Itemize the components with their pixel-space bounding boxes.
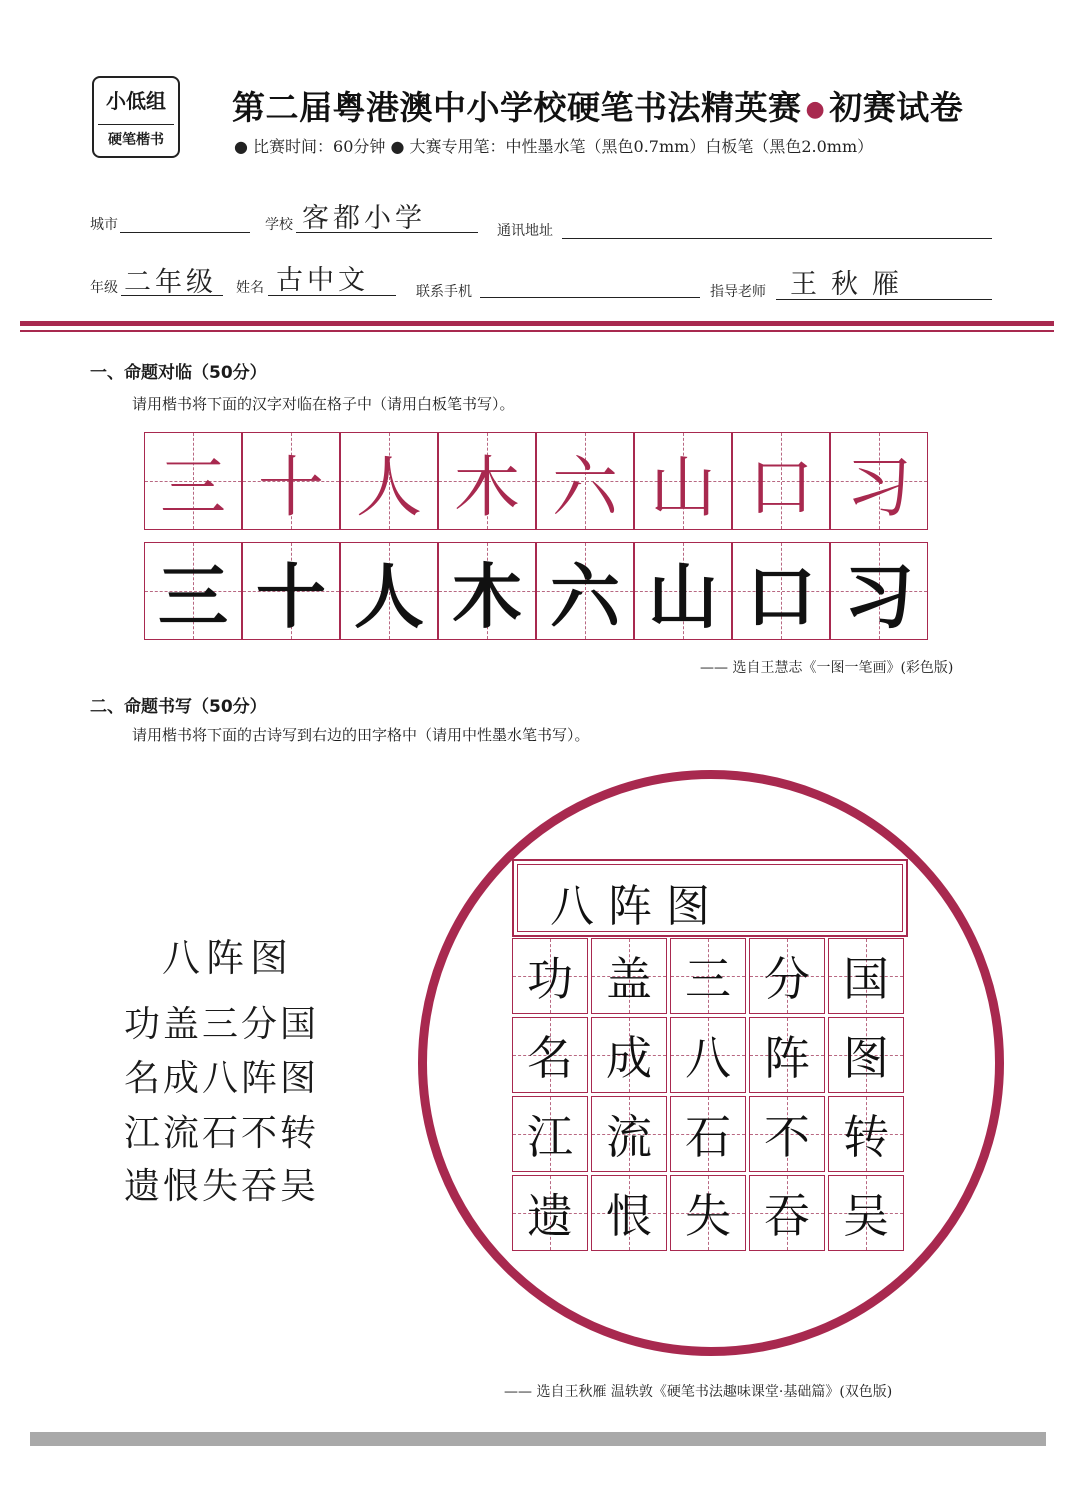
section2-credit: —— 选自王秋雁 温轶敦《硬笔书法趣味课堂·基础篇》(双色版) [504, 1384, 893, 1400]
grid-cell[interactable]: 分 [749, 938, 825, 1014]
model-cell: 人 [340, 432, 438, 530]
poem-line: 江流石不转 [124, 1113, 320, 1154]
grid-cell[interactable]: 功 [512, 938, 588, 1014]
grid-cell[interactable]: 石 [670, 1096, 746, 1172]
name-label: 姓名 [236, 280, 264, 296]
grid-cell[interactable]: 成 [591, 1017, 667, 1093]
section2-instruction: 请用楷书将下面的古诗写到右边的田字格中（请用中性墨水笔书写）。 [132, 726, 590, 744]
footer-bar [30, 1432, 1046, 1446]
page-title [232, 82, 963, 129]
badge-style-label: 硬笔楷书 [108, 132, 164, 148]
copy-cell[interactable]: 山 [634, 542, 732, 640]
grade-label: 年级 [90, 280, 118, 296]
grid-cell[interactable]: 阵 [749, 1017, 825, 1093]
exam-subtitle: ● 比赛时间：60分钟 ● 大赛专用笔：中性墨水笔（黑色0.7mm）白板笔（黑色2.0mm） [234, 137, 874, 156]
model-cell: 十 [242, 432, 340, 530]
title-dot: ● [805, 97, 826, 122]
grid-cell[interactable]: 遗 [512, 1175, 588, 1251]
phone-field[interactable] [480, 297, 700, 298]
city-field[interactable] [120, 232, 250, 233]
section1-credit: —— 选自王慧志《一图一笔画》(彩色版) [700, 660, 954, 676]
grid-cell[interactable]: 名 [512, 1017, 588, 1093]
tianzige-grid [512, 938, 907, 1254]
section1-instruction: 请用楷书将下面的汉字对临在格子中（请用白板笔书写）。 [132, 395, 515, 413]
grid-cell[interactable]: 失 [670, 1175, 746, 1251]
teacher-label: 指导老师 [710, 284, 766, 300]
address-field[interactable] [562, 238, 992, 239]
copy-cell[interactable]: 木 [438, 542, 536, 640]
poem-line: 名成八阵图 [124, 1058, 320, 1099]
model-cell: 六 [536, 432, 634, 530]
name-value: 古中文 [276, 265, 369, 296]
section1-title: 一、命题对临（50分） [90, 363, 267, 383]
title-main: 第二届粤港澳中小学校硬笔书法精英赛 [232, 88, 802, 127]
model-cell: 山 [634, 432, 732, 530]
model-cell: 木 [438, 432, 536, 530]
copy-cell[interactable]: 六 [536, 542, 634, 640]
school-value: 客都小学 [302, 203, 426, 234]
copy-cell[interactable]: 口 [732, 542, 830, 640]
city-label: 城市 [90, 217, 118, 233]
badge-group-label: 小低组 [98, 78, 174, 125]
divider-thick [20, 321, 1054, 326]
school-label: 学校 [265, 217, 293, 233]
grid-cell[interactable]: 八 [670, 1017, 746, 1093]
grid-cell[interactable]: 不 [749, 1096, 825, 1172]
grid-cell[interactable]: 三 [670, 938, 746, 1014]
grid-cell[interactable]: 图 [828, 1017, 904, 1093]
copy-cell[interactable]: 三 [144, 542, 242, 640]
grid-cell[interactable]: 转 [828, 1096, 904, 1172]
written-poem-title: 八阵图 [550, 881, 724, 932]
model-cell: 三 [144, 432, 242, 530]
grid-cell[interactable]: 吞 [749, 1175, 825, 1251]
copy-cell[interactable]: 习 [830, 542, 928, 640]
teacher-value: 王秋雁 [790, 269, 913, 300]
model-char-row [144, 432, 928, 530]
grid-row [512, 938, 907, 1017]
grid-row [512, 1096, 907, 1175]
copy-char-row [144, 542, 928, 640]
grid-cell[interactable]: 恨 [591, 1175, 667, 1251]
poem-title: 八阵图 [162, 936, 295, 980]
grid-cell[interactable]: 流 [591, 1096, 667, 1172]
grid-cell[interactable]: 吴 [828, 1175, 904, 1251]
title-suffix: 初赛试卷 [829, 88, 964, 127]
copy-cell[interactable]: 人 [340, 542, 438, 640]
model-cell: 习 [830, 432, 928, 530]
phone-label: 联系手机 [416, 284, 472, 300]
model-cell: 口 [732, 432, 830, 530]
grid-row [512, 1017, 907, 1096]
poem-line: 功盖三分国 [124, 1004, 320, 1045]
poem-line: 遗恨失吞吴 [124, 1166, 320, 1207]
grid-cell[interactable]: 盖 [591, 938, 667, 1014]
grid-cell[interactable]: 国 [828, 938, 904, 1014]
grade-value: 二年级 [124, 267, 217, 298]
grid-cell[interactable]: 江 [512, 1096, 588, 1172]
divider-thin [20, 330, 1054, 332]
copy-cell[interactable]: 十 [242, 542, 340, 640]
group-badge [92, 76, 180, 158]
grid-row [512, 1175, 907, 1254]
address-label: 通讯地址 [497, 223, 553, 239]
section2-title: 二、命题书写（50分） [90, 697, 267, 717]
